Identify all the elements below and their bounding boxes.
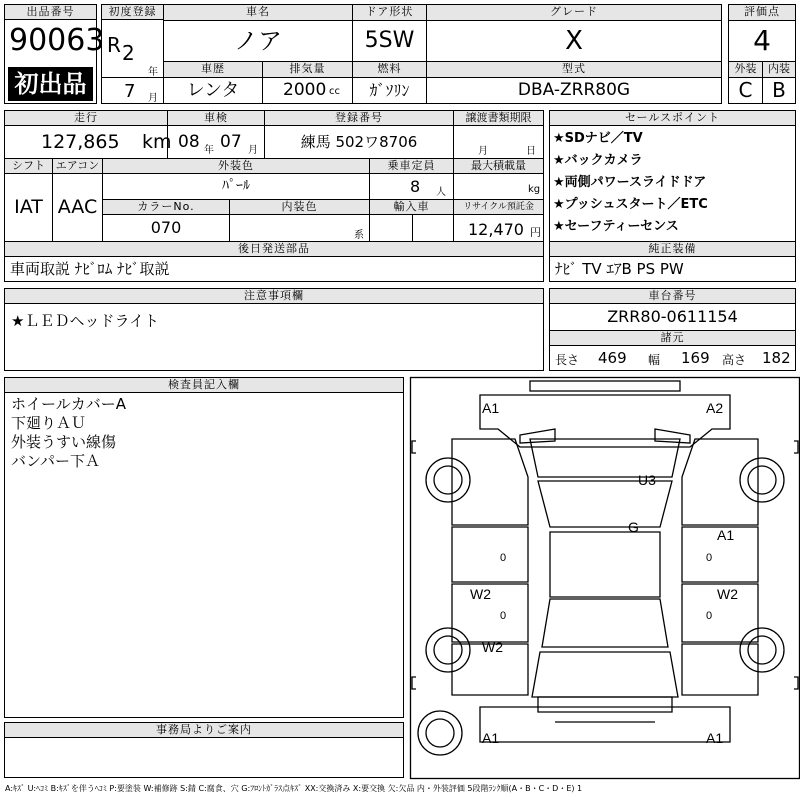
interior-grade: B [762,77,796,104]
interior-color-box [229,214,370,242]
fuel-label: 燃料 [352,61,427,78]
model: DBA-ZRR80G [426,77,722,104]
mark-w2-left-rear: W2 [482,639,503,655]
office-label: 事務局よりご案内 [4,722,404,738]
car-name-label: 車名 [163,4,353,21]
max-load-label: 最大積載量 [453,158,544,174]
history: レンタ [163,77,263,104]
color-no: 070 [102,214,230,242]
length: 469 [598,349,627,367]
spare-wheel [418,711,462,755]
transfer-month-unit: 月 [478,146,488,157]
reg-month: 7 [124,81,136,102]
left-doors-outline [452,527,528,642]
first-listing-badge: 初出品 [8,67,93,101]
history-label: 車歴 [163,61,263,78]
mark-w2-left-door: W2 [470,586,491,602]
genuine-equipment-label: 純正装備 [549,241,796,257]
recycle-amount: 12,470 [468,220,524,239]
displacement-box [262,77,353,104]
fuel: ｶﾞｿﾘﾝ [352,77,427,104]
inspector-note-line: ホイールカバーA [11,395,126,413]
inspector-note-line: 下廻りＡＵ [11,414,87,432]
first-registration-label: 初度登録 [102,5,163,20]
inspector-note-line: 外装うすい線傷 [11,433,117,451]
transfer-day-unit: 日 [526,146,536,157]
ac: AAC [52,173,103,242]
mark-a1-front-left: A1 [482,400,500,416]
inspection-year: 08 [178,132,200,152]
color-no-label: カラーNo. [102,199,230,215]
inspector-notes [4,392,404,718]
mark-g-windshield: G [628,519,639,535]
interior-grade-label: 内装 [762,61,796,78]
later-parts-label: 後日発送部品 [4,241,544,257]
headlight-outline [520,429,690,443]
sales-point-item: ★SDナビ／TV [553,131,643,146]
reg-year: 2 [122,41,135,65]
inspection-box [167,125,265,159]
mark-w2-right-door: W2 [717,586,738,602]
exterior-color: ﾊﾟｰﾙ [102,173,370,200]
mark-zero-left-rear: 0 [500,610,507,622]
specs-label: 諸元 [549,330,796,346]
height-label: 高さ [722,353,747,367]
capacity: 8 [410,177,421,196]
front-bumper-outline [530,381,680,391]
divider [102,77,165,78]
transfer-deadline-label: 譲渡書類期限 [453,110,544,126]
transfer-deadline-box [453,125,544,159]
month-unit: 月 [148,93,158,104]
registration-label: 登録番号 [264,110,454,126]
roof-outline [550,532,660,597]
recycle-box [453,214,544,242]
front-left-wheel [426,458,470,502]
car-name: ノア [163,20,353,62]
inspection-month-unit: 月 [248,145,258,156]
rear-left-wheel [426,628,470,672]
inspection-label: 車検 [167,110,265,126]
rear-window-outline [542,599,668,647]
sales-point-item: ★セーフティーセンス [553,219,679,234]
notes-label: 注意事項欄 [4,288,544,304]
model-label: 型式 [426,61,722,78]
mark-a1-right-fender: A1 [717,527,735,543]
mark-zero-right-front: 0 [706,552,713,564]
width: 169 [681,349,710,367]
capacity-label: 乗車定員 [369,158,454,174]
mileage: 127,865 [41,131,120,153]
displacement: 2000 [283,80,327,100]
ac-label: エアコン [52,158,103,174]
max-load-box [453,173,544,200]
lot-number-box [4,4,105,104]
import-cell-1 [369,214,413,242]
vehicle-damage-diagram [410,377,800,779]
exterior-grade-label: 外装 [728,61,763,78]
length-label: 長さ [555,353,580,367]
import-label: 輸入車 [369,199,454,215]
office-box [4,737,404,778]
lot-number: 90063 [9,23,105,58]
mark-zero-left-front: 0 [500,552,507,564]
era: R [107,33,121,57]
diagram-frame [411,378,800,779]
inspector-note-line: バンパー下Ａ [11,452,100,470]
legend: A:ｷｽﾞ U:ﾍｺﾐ B:ｷｽﾞを伴うﾍｺﾐ P:要塗装 W:補修跡 S:錆 C:腐食、穴 G:ﾌﾛﾝﾄｶﾞﾗｽ点ｷｽﾞ XX:交換済み X:要交換 欠:欠品 内・外装評価 5段階ﾗﾝｸ順(A・B・C・D・E) 1 [5,784,583,793]
later-parts: 車両取説 ﾅﾋﾞﾛﾑ ﾅﾋﾞ取説 [4,256,544,282]
sales-points-label: セールスポイント [549,110,796,126]
displacement-label: 排気量 [262,61,353,78]
shift-label: シフト [4,158,53,174]
recycle-label: リサイクル預託金 [453,199,544,215]
exterior-grade: C [728,77,763,104]
genuine-equipment: ﾅﾋﾞ TV ｴｱB PS PW [549,256,796,282]
mileage-box [4,125,172,159]
mark-u3-roof: U3 [638,472,656,488]
displacement-unit: cc [329,86,340,97]
score-label: 評価点 [728,4,796,21]
mark-a1-rear-left: A1 [482,730,500,746]
year-unit: 年 [148,67,158,78]
grade: X [426,20,722,62]
height: 182 [762,349,791,367]
hood-outline [530,439,680,477]
inspector-label: 検査員記入欄 [4,377,404,393]
max-load-unit: kg [528,184,541,195]
mileage-label: 走行 [4,110,168,126]
door-type: 5SW [352,20,427,62]
front-right-wheel [740,458,784,502]
first-registration-box [101,4,164,104]
registration-number: 練馬 502ワ8706 [264,125,454,159]
notes: ★ＬＥＤヘッドライト [4,303,544,371]
capacity-box [369,173,454,200]
mark-a1-rear-right: A1 [706,730,724,746]
sales-points-box [549,125,796,242]
recycle-unit: 円 [530,226,541,239]
interior-color-label: 内装色 [229,199,370,215]
chassis-label: 車台番号 [549,288,796,304]
sales-point-item: ★プッシュスタート／ETC [553,197,708,212]
tailgate-outline [532,652,678,697]
mark-zero-right-rear: 0 [706,610,713,622]
inspection-year-unit: 年 [204,145,214,156]
capacity-unit: 人 [436,187,446,198]
chassis-number: ZRR80-0611154 [549,303,796,331]
rear-bumper-outline [538,697,672,722]
interior-color-unit: 系 [354,230,364,241]
import-cell-2 [412,214,454,242]
rear-right-wheel [740,628,784,672]
width-label: 幅 [648,353,661,367]
grade-label: グレード [426,4,722,21]
lot-number-label: 出品番号 [5,5,96,20]
right-doors-outline [682,527,758,642]
door-label: ドア形状 [352,4,427,21]
mileage-unit: km [142,131,172,153]
inspection-month: 07 [220,132,242,152]
right-front-fender-outline [682,439,758,525]
left-front-fender-outline [452,439,528,525]
score: 4 [728,20,796,62]
shift: IAT [4,173,53,242]
mark-a2-front-right: A2 [706,400,724,416]
specs-box [549,345,796,371]
exterior-color-label: 外装色 [102,158,370,174]
sales-point-item: ★両側パワースライドドア [553,175,707,190]
sales-point-item: ★バックカメラ [553,153,643,168]
